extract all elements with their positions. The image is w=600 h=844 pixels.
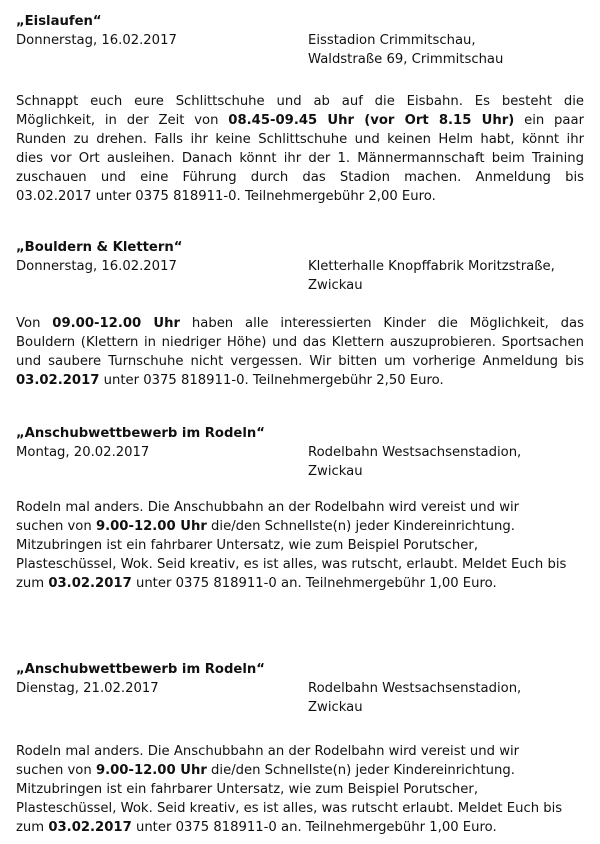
description-line [16,352,584,371]
highlight-text: 9.00-12.00 Uhr [95,519,207,534]
event-location-line: Waldstraße 69, Crimmitschau [308,52,504,67]
event-location [308,443,588,481]
text-run: und saubere Turnschuhe nicht vergessen. Wir bitten um vorherige Anmeldung bis [16,354,584,369]
event-description [16,314,584,390]
description-line [16,799,584,818]
event-location-line: Zwickau [308,700,363,715]
description-line [16,555,584,574]
description-line [16,314,584,333]
text-run: die/den Schnellste(n) jeder Kindereinrichtung. [206,519,515,534]
description-line [16,130,584,149]
event-location-line: Zwickau [308,464,363,479]
description-line [16,92,584,111]
highlight-text: 03.02.2017 [48,820,132,835]
text-run: Rodeln mal anders. Die Anschubbahn an der Rodelbahn wird vereist und wir [16,500,520,515]
text-run: Plasteschüssel, Wok. Seid kreativ, es ist alles, was rutscht erlaubt. Meldet Euch bis [16,801,563,816]
text-run: Von [16,316,53,331]
event-eislaufen [16,12,584,204]
event-date: Donnerstag, 16.02.2017 [16,33,177,48]
event-location-line: Kletterhalle Knopffabrik Moritzstraße, [308,259,555,274]
event-title: „Anschubwettbewerb im Rodeln“ [16,662,265,677]
text-run: zum [16,820,49,835]
highlight-text: 03.02.2017 [48,576,132,591]
event-date: Donnerstag, 16.02.2017 [16,259,177,274]
description-line [16,111,584,130]
event-bouldern-klettern [16,238,585,388]
event-location-line: Rodelbahn Westsachsenstadion, [308,445,522,460]
description-paragraph [16,92,584,206]
description-line [16,818,584,837]
text-run: suchen von [16,519,96,534]
event-meta [16,679,584,717]
event-location-line: Eisstadion Crimmitschau, [308,33,476,48]
event-date: Dienstag, 21.02.2017 [16,681,159,696]
text-run: Möglichkeit, in der Zeit von [16,113,229,128]
event-title: „Bouldern & Klettern“ [16,240,183,255]
highlight-text: 9.00-12.00 Uhr [95,763,207,778]
text-run: suchen von [16,763,96,778]
text-run: Plasteschüssel, Wok. Seid kreativ, es ist alles, was rutscht, erlaubt. Meldet Euch bis [16,557,567,572]
text-run: unter 0375 818911-0. Teilnehmergebühr 2,50 Euro. [99,373,444,388]
description-paragraph [16,314,584,390]
event-location [308,679,588,717]
description-line [16,536,584,555]
event-location-line: Zwickau [308,278,363,293]
event-anschubwettbewerb-dienstag [16,660,584,835]
event-meta [16,31,584,69]
text-run: zuschauen und eine Führung durch das Stadion machen. Anmeldung bis [16,170,584,185]
event-anschubwettbewerb-montag [16,424,584,591]
description-line [16,517,584,536]
text-run: dies vor Ort ausleihen. Danach könnt ihr der 1. Männermannschaft beim Training [16,151,584,166]
description-line [16,761,584,780]
text-run: Mitzubringen ist ein fahrbarer Untersatz, wie zum Beispiel Porutscher, [16,782,479,797]
event-title: „Eislaufen“ [16,14,102,29]
description-line [16,333,584,352]
event-date: Montag, 20.02.2017 [16,445,150,460]
description-line [16,574,584,593]
text-run: ein paar [514,113,584,128]
event-title: „Anschubwettbewerb im Rodeln“ [16,426,265,441]
text-run: unter 0375 818911-0 an. Teilnehmergebühr 1,00 Euro. [131,820,497,835]
highlight-text: 09.00-12.00 Uhr [52,316,181,331]
event-description [16,92,584,206]
description-line [16,742,584,761]
text-run: haben alle interessierten Kinder die Möglichkeit, das [180,316,585,331]
text-run: Runden zu drehen. Falls ihr keine Schlittschuhe und keinen Helm habt, könnt ihr [16,132,584,147]
event-meta [16,257,584,295]
event-location [308,257,588,295]
text-run: 03.02.2017 unter 0375 818911-0. Teilnehmergebühr 2,00 Euro. [16,189,436,204]
description-line [16,149,584,168]
description-line [16,498,584,517]
text-run: die/den Schnellste(n) jeder Kindereinrichtung. [206,763,515,778]
description-line [16,371,584,390]
event-meta [16,443,584,481]
text-run: Rodeln mal anders. Die Anschubbahn an der Rodelbahn wird vereist und wir [16,744,520,759]
description-line [16,780,584,799]
text-run: unter 0375 818911-0 an. Teilnehmergebühr 1,00 Euro. [131,576,497,591]
text-run: zum [16,576,49,591]
description-line [16,168,584,187]
text-run: Schnappt euch eure Schlittschuhe und ab auf die Eisbahn. Es besteht die [16,94,584,109]
event-location [308,31,588,69]
highlight-text: 03.02.2017 [16,373,100,388]
description-paragraph [16,498,584,593]
highlight-text: 08.45-09.45 Uhr (vor Ort 8.15 Uhr) [228,113,515,128]
description-paragraph [16,742,584,837]
text-run: Bouldern (Klettern in niedriger Höhe) und das Klettern auszuprobieren. Sportsachen [16,335,584,350]
event-location-line: Rodelbahn Westsachsenstadion, [308,681,522,696]
description-line [16,187,584,206]
event-description [16,742,584,837]
event-description [16,498,584,593]
text-run: Mitzubringen ist ein fahrbarer Untersatz, wie zum Beispiel Porutscher, [16,538,479,553]
